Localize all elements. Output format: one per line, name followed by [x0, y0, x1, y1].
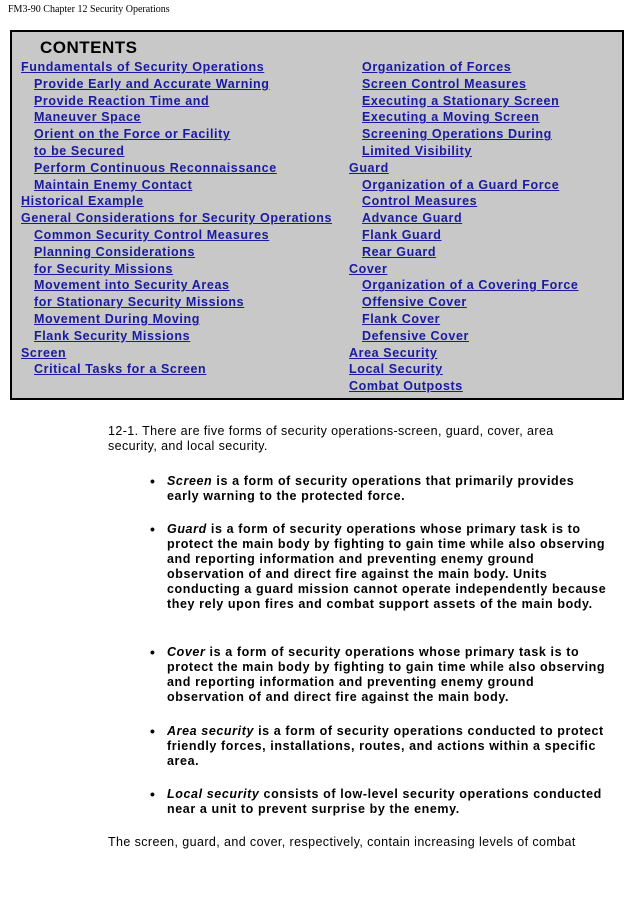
definition: consists of low-level security operations conducted near a unit to prevent surprise by the enemy.	[167, 787, 602, 816]
bullet-icon: •	[150, 644, 156, 660]
definition: is a form of security operations conducted to protect friendly forces, installations, routes, and actions within a specific area.	[167, 724, 604, 768]
toc-link[interactable]: Movement During Moving	[34, 311, 200, 326]
toc-link[interactable]: Orient on the Force or Facility	[34, 127, 231, 142]
bullet-icon: •	[150, 723, 156, 739]
toc-link[interactable]: Area Security	[349, 345, 438, 360]
toc-link[interactable]: for Security Missions	[34, 261, 174, 276]
toc-link[interactable]: Critical Tasks for a Screen	[34, 362, 207, 377]
term: Local security	[167, 787, 260, 801]
toc-link[interactable]: Control Measures	[362, 194, 478, 209]
definition: is a form of security operations whose primary task is to protect the main body by fighting to gain time while also observing and reporting information and preventing enemy ground observation of and direct fire against the main body. Units conducting a guard mission cannot operate independently because they rely upon fires and combat support assets of the main body.	[167, 522, 607, 611]
page-header: FM3-90 Chapter 12 Security Operations	[8, 4, 170, 15]
toc-link[interactable]: Flank Cover	[362, 311, 441, 326]
toc-link[interactable]: Guard	[349, 160, 389, 175]
term: Screen	[167, 474, 213, 488]
toc-link[interactable]: Advance Guard	[362, 211, 463, 226]
toc-link[interactable]: Cover	[349, 261, 388, 276]
toc-link[interactable]: Defensive Cover	[362, 328, 469, 343]
term: Cover	[167, 645, 206, 659]
toc-link[interactable]: Maneuver Space	[34, 110, 142, 125]
toc-link[interactable]: Movement into Security Areas	[34, 278, 230, 293]
toc-link[interactable]: Provide Early and Accurate Warning	[34, 76, 270, 91]
toc-link[interactable]: Organization of Forces	[362, 60, 512, 74]
toc-link[interactable]: Planning Considerations	[34, 244, 196, 259]
term: Guard	[167, 522, 207, 536]
toc-link[interactable]: Executing a Moving Screen	[362, 110, 540, 125]
toc-link[interactable]: to be Secured	[34, 143, 125, 158]
toc-link[interactable]: Perform Continuous Reconnaissance	[34, 160, 277, 175]
toc-link[interactable]: Limited Visibility	[362, 143, 472, 158]
toc-link[interactable]: Combat Outposts	[349, 379, 463, 394]
toc-link[interactable]: Historical Example	[21, 194, 144, 209]
toc-link[interactable]: Screen	[21, 345, 67, 360]
toc-link[interactable]: Provide Reaction Time and	[34, 93, 210, 108]
definition: is a form of security operations whose primary task is to protect the main body by fighting to gain time while also observing and reporting information and preventing enemy ground observation of and direct fire against the main body.	[167, 645, 606, 704]
toc-link[interactable]: Fundamentals of Security Operations	[21, 60, 265, 74]
definition: is a form of security operations that primarily provides early warning to the protected force.	[167, 474, 575, 503]
toc-link[interactable]: Rear Guard	[362, 244, 437, 259]
bullet-icon: •	[150, 473, 156, 489]
toc-link[interactable]: Screen Control Measures	[362, 76, 527, 91]
contents-right-column	[349, 59, 578, 395]
toc-link[interactable]: Local Security	[349, 362, 443, 377]
toc-link[interactable]: Maintain Enemy Contact	[34, 177, 193, 192]
toc-link[interactable]: Executing a Stationary Screen	[362, 93, 560, 108]
closing-paragraph: The screen, guard, and cover, respectively, contain increasing levels of combat	[108, 835, 576, 849]
term: Area security	[167, 724, 255, 738]
contents-box	[10, 30, 624, 400]
toc-link[interactable]: Offensive Cover	[362, 295, 467, 310]
contents-left-column	[21, 59, 332, 378]
toc-link[interactable]: Common Security Control Measures	[34, 227, 270, 242]
contents-title: CONTENTS	[40, 38, 138, 57]
toc-link[interactable]: Flank Guard	[362, 227, 442, 242]
toc-link[interactable]: Screening Operations During	[362, 127, 552, 142]
bullet-icon: •	[150, 521, 156, 537]
toc-link[interactable]: General Considerations for Security Operations	[21, 211, 333, 226]
toc-link[interactable]: Organization of a Guard Force	[362, 177, 560, 192]
toc-link[interactable]: Organization of a Covering Force	[362, 278, 579, 293]
toc-link[interactable]: Flank Security Missions	[34, 328, 191, 343]
bullet-icon: •	[150, 786, 156, 802]
toc-link[interactable]: for Stationary Security Missions	[34, 295, 245, 310]
intro-paragraph: 12-1. There are five forms of security operations-screen, guard, cover, area security, and local security.	[108, 424, 554, 453]
